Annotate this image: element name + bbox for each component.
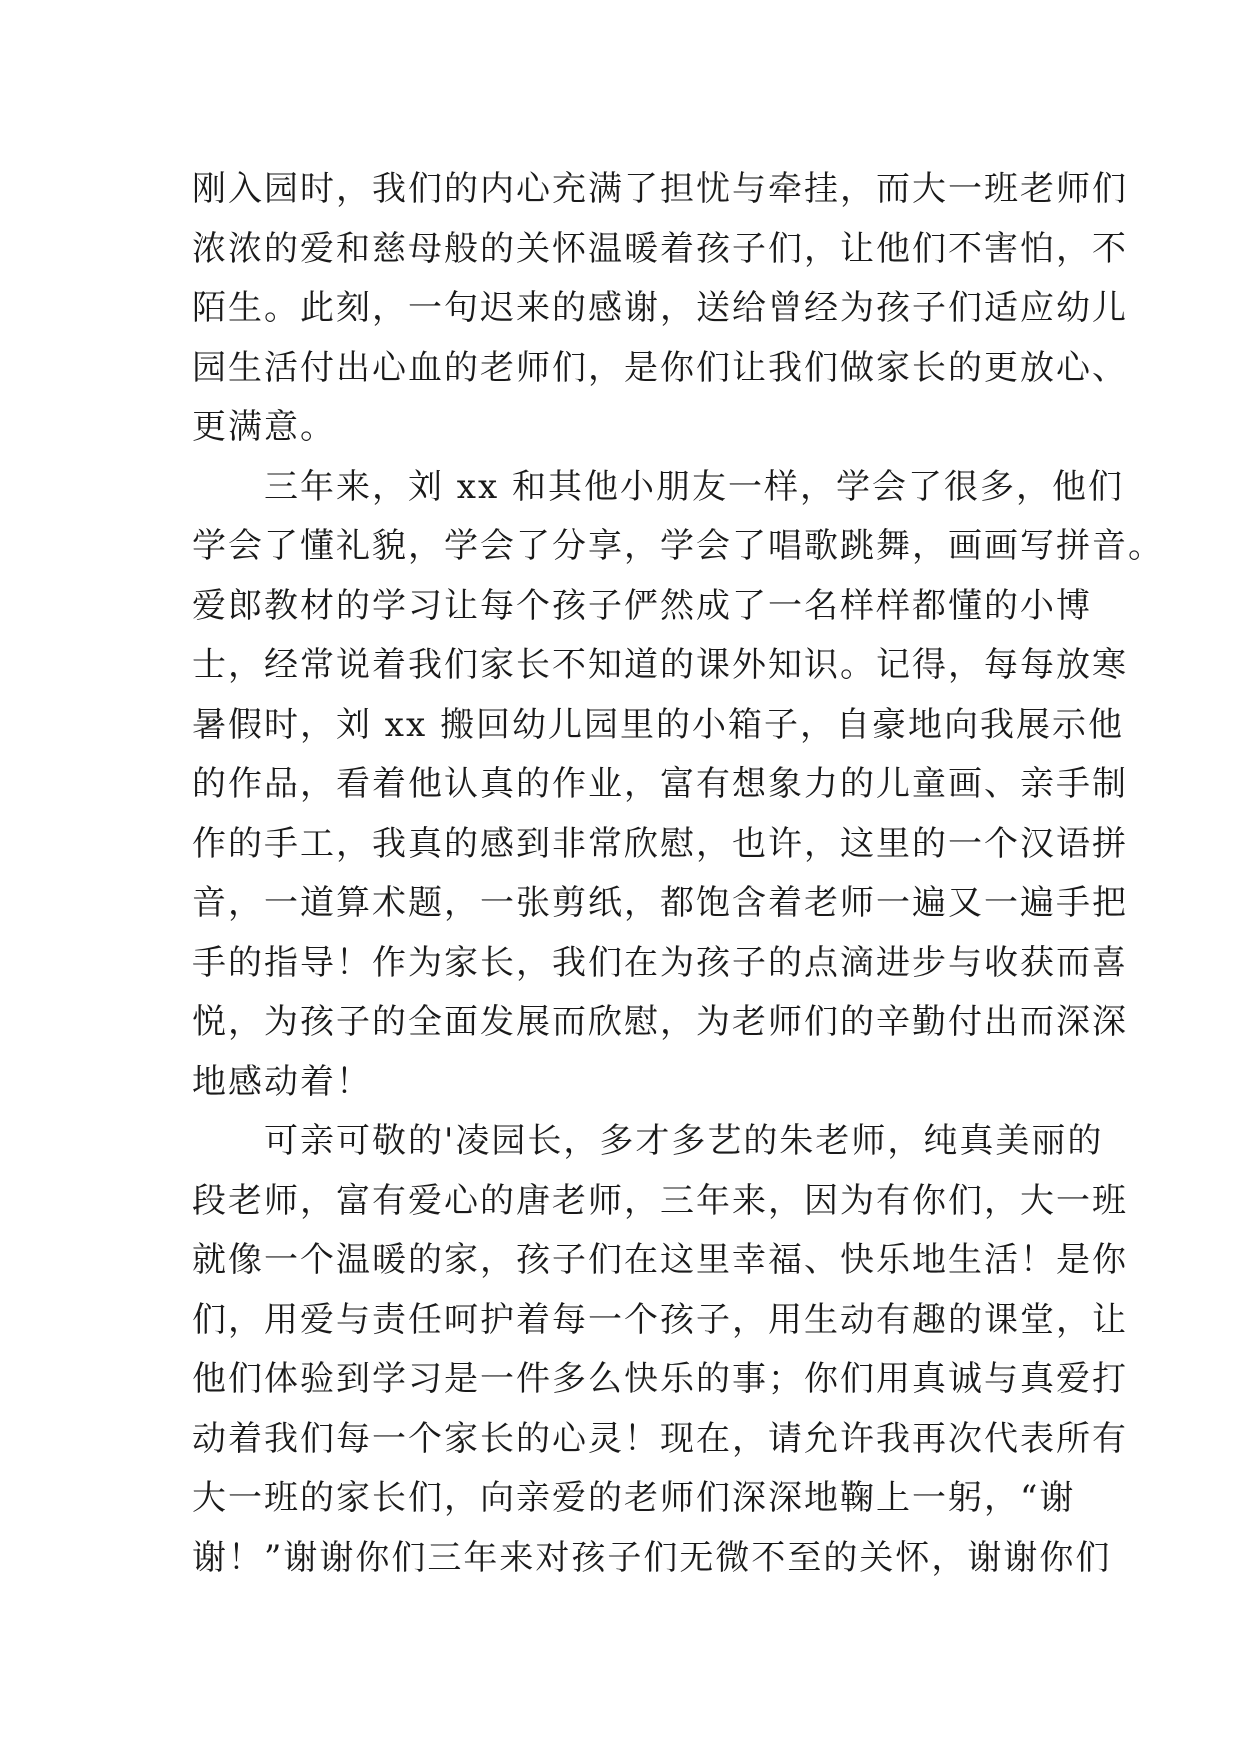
- text-line: 动着我们每一个家长的心灵！现在，请允许我再次代表所有: [192, 1418, 1128, 1459]
- text-line: 段老师，富有爱心的唐老师，三年来，因为有你们，大一班: [192, 1180, 1128, 1221]
- text-line: 更满意。: [192, 407, 336, 447]
- text-line: 就像一个温暖的家，孩子们在这里幸福、快乐地生活！是你: [192, 1240, 1128, 1280]
- text-line: 作的手工，我真的感到非常欣慰，也许，这里的一个汉语拼: [192, 823, 1128, 864]
- text-line: 地感动着！: [192, 1061, 372, 1102]
- text-line: 爱郎教材的学习让每个孩子俨然成了一名样样都懂的小博: [192, 585, 1092, 626]
- text-line: 大一班的家长们，向亲爱的老师们深深地鞠上一躬，“谢: [192, 1478, 1076, 1518]
- text-line: 浓浓的爱和慈母般的关怀温暖着孩子们，让他们不害怕，不: [192, 228, 1128, 269]
- text-line: 手的指导！作为家长，我们在为孩子的点滴进步与收获而喜: [192, 942, 1128, 983]
- text-line: 学会了懂礼貌，学会了分享，学会了唱歌跳舞，画画写拼音。: [192, 526, 1164, 566]
- text-line: 士，经常说着我们家长不知道的课外知识。记得，每每放寒: [192, 645, 1128, 685]
- text-line: 园生活付出心血的老师们，是你们让我们做家长的更放心、: [192, 347, 1128, 388]
- text-line: 悦，为孩子的全面发展而欣慰，为老师们的辛勤付出而深深: [192, 1002, 1128, 1042]
- text-line: 刚入园时，我们的内心充满了担忧与牵挂，而大一班老师们: [192, 169, 1128, 209]
- text-line: 的作品，看着他认真的作业，富有想象力的儿童画、亲手制: [192, 764, 1128, 804]
- text-line: 他们体验到学习是一件多么快乐的事；你们用真诚与真爱打: [192, 1359, 1128, 1399]
- paragraph-start-line: 可亲可敬的'凌园长，多才多艺的朱老师，纯真美丽的: [264, 1121, 1104, 1161]
- text-line: 暑假时，刘 xx 搬回幼儿园里的小箱子，自豪地向我展示他: [192, 704, 1124, 745]
- paragraph-start-line: 三年来，刘 xx 和其他小朋友一样，学会了很多，他们: [264, 466, 1124, 507]
- text-line: 们，用爱与责任呵护着每一个孩子，用生动有趣的课堂，让: [192, 1299, 1128, 1340]
- text-line: 谢！”谢谢你们三年来对孩子们无微不至的关怀，谢谢你们: [192, 1537, 1112, 1578]
- text-line: 陌生。此刻，一句迟来的感谢，送给曾经为孩子们适应幼儿: [192, 288, 1128, 328]
- document-body: [192, 160, 1164, 1588]
- text-line: 音，一道算术题，一张剪纸，都饱含着老师一遍又一遍手把: [192, 883, 1128, 923]
